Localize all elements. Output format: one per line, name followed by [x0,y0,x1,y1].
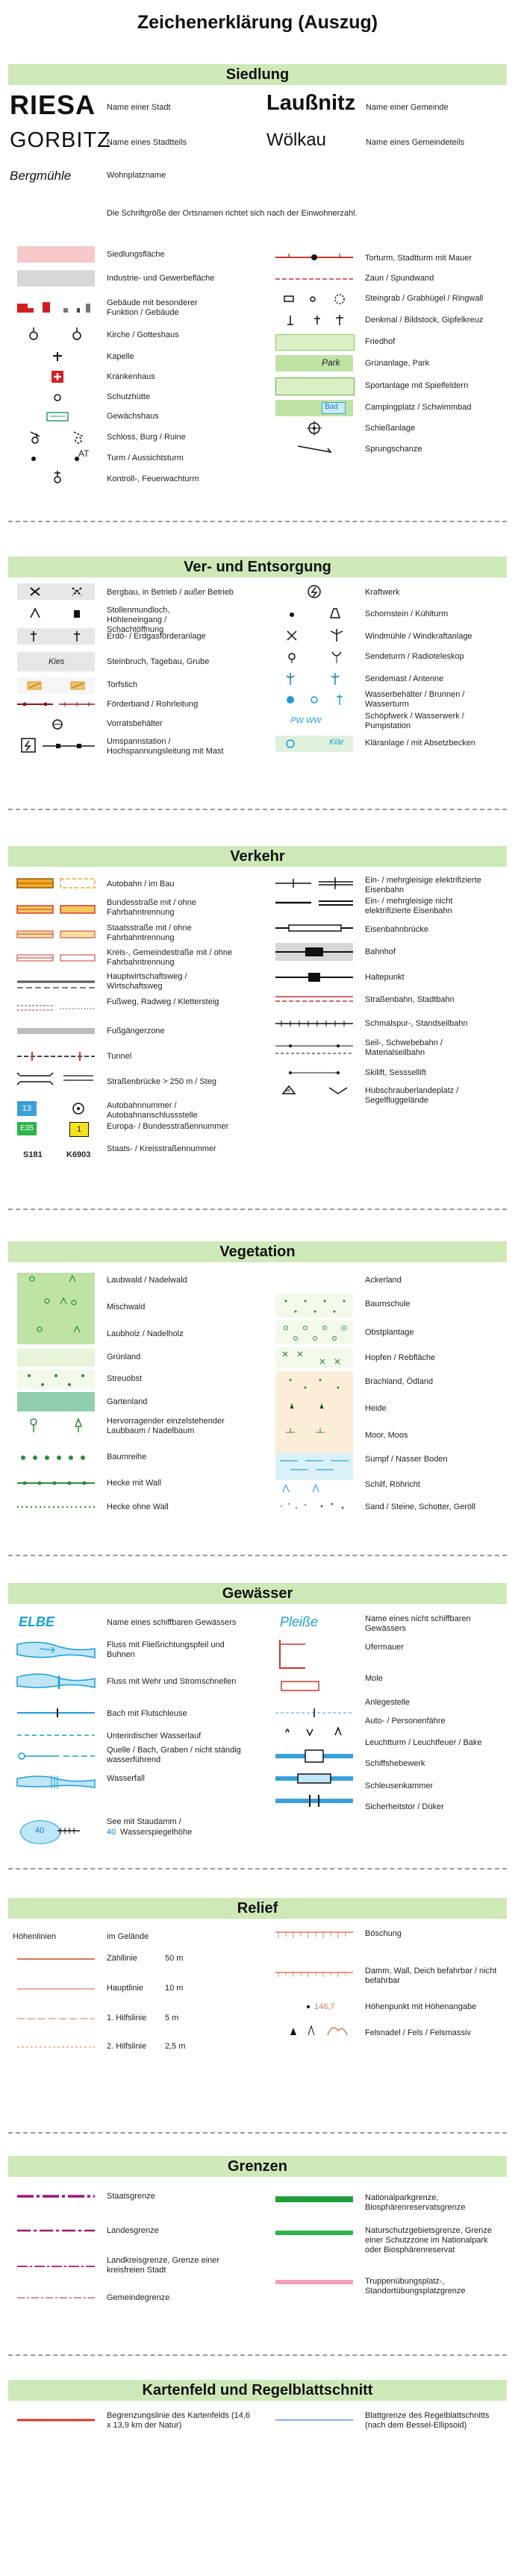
legend-page [8,3,507,2570]
substation-symbol [17,737,95,755]
ver-right-label-6: Schöpfwerk / Wasserwerk / Pumpstation [365,712,464,730]
siedlung-label-3: Kirche / Gotteshaus [107,330,179,339]
section-divider [8,2354,507,2356]
gewaesser-label-1: Fluss mit Wehr und Stromschnellen [107,1677,237,1686]
siedlung-label-10: Kontroll-, Feuerwachturm [107,474,199,483]
section-header-verkehr: Verkehr [8,846,507,867]
nursery-symbols [275,1294,353,1317]
ver-label-4: Torfstich [107,680,137,689]
arable-swatch [275,1273,353,1291]
veg-label-3: Grünland [107,1353,141,1361]
windmill-icon [275,628,353,643]
siedlung-label-8: Schloss, Burg / Ruine [107,433,186,442]
contour-line-symbols [17,1955,99,2059]
siedlung-label-9: Turm / Aussichtsturm [107,454,184,463]
roads-symbols [17,877,99,1124]
cemetery-swatch [275,334,355,351]
greenhouse-icon [17,411,95,422]
state-road-number: S181 [23,1150,43,1159]
pumping-label-sample: PW WW [290,716,322,725]
contour-row-1-name: Hauptlinie [107,1984,143,1993]
ver-label-3: Steinbruch, Tagebau, Grube [107,657,210,666]
gewaesser-label-6: See mit Staudamm / [107,1817,181,1826]
oil-well-icon [17,628,95,645]
section-header-vegetation: Vegetation [8,1241,507,1262]
verkehr-label-8: Straßenbrücke > 250 m / Steg [107,1077,217,1086]
boundary-label-2: Landkreisgrenze, Grenze einer kreisfreien Stadt [107,2256,220,2275]
siedlung-right-label-9: Sprungschanze [365,445,422,454]
city-name-sample: RIESA [10,90,96,120]
section-header-relief: Relief [8,1898,507,1919]
gewaesser-right-label-7: Sicherheitstor / Düker [365,1802,444,1811]
swamp-symbols [275,1453,353,1483]
section-header-grenzen: Grenzen [8,2156,507,2177]
verkehr-label-4: Hauptwirtschaftsweg / Wirtschaftsweg [107,972,187,991]
gewaesser-right-label-1: Mole [365,1674,383,1683]
contour-row-2-name: 1. Hilfslinie [107,2014,147,2022]
siedlung-right-label-4: Friedhof [365,337,396,346]
gewaesser-right-label-2: Anlegestelle [365,1698,410,1707]
veg-right-label-3: Hopfen / Rebfläche [365,1353,436,1362]
verkehr-right-label-9: Hubschrauberlandeplatz / Segelfluggelände [365,1086,459,1105]
water-tank-icon [275,692,353,707]
building-symbols [17,299,95,314]
sports-field-swatch [275,377,355,395]
siedlung-right-label-6: Sportanlage mit Spielfeldern [365,381,469,390]
siedlung-label-5: Krankenhaus [107,372,155,381]
ski-jump-icon [275,445,353,454]
verkehr-right-label-5: Straßenbahn, Stadtbahn [365,995,455,1004]
veg-label-4: Streuobst [107,1374,143,1383]
section-divider [8,1868,507,1870]
contour-row-3-val: 2,5 m [165,2042,186,2051]
boundary-label-0: Staatsgrenze [107,2192,155,2201]
map-field-border-label: Begrenzungslinie des Kartenfelds (14,6 x 13,9 km der Natur) [107,2411,251,2430]
grassland-swatch [17,1349,95,1367]
boundary-symbols [17,2192,99,2311]
veg-label-5: Gartenland [107,1397,148,1406]
sheet-boundary-label: Blattgrenze des Regelblattschnitts (nach dem Bessel-Ellipsoid) [365,2411,490,2430]
verkehr-label-11: Staats- / Kreisstraßennummer [107,1144,216,1153]
siedlung-label-7: Gewächshaus [107,412,159,421]
forest-tree-symbols [17,1273,95,1344]
siedlung-right-label-7: Campingplatz / Schwimmbad [365,403,472,412]
ver-label-6: Vorratsbehälter [107,719,163,728]
municipality-name-sample: Laußnitz [266,91,356,115]
ver-right-label-4: Sendemast / Antenne [365,674,444,683]
verkehr-right-label-3: Bahnhof [365,947,396,956]
motorway-number-badge: 13 [17,1101,37,1116]
contour-row-3-name: 2. Hilfslinie [107,2042,147,2051]
verkehr-label-5: Fußweg, Radweg / Klettersteig [107,997,219,1006]
park-label-sample: Park [322,357,340,368]
verkehr-right-label-4: Haltepunkt [365,973,405,982]
veg-label-9: Hecke ohne Wall [107,1502,169,1511]
contour-lines-heading: Höhenlinien [13,1932,57,1941]
relief-right-label-0: Böschung [365,1929,402,1938]
verkehr-right-label-1: Ein- / mehrgleisige nicht elektrifizierte Eisenbahn [365,897,453,915]
section-header-gewaesser: Gewässer [8,1583,507,1604]
section-divider [8,1555,507,1556]
verkehr-label-10: Europa- / Bundesstraßennummer [107,1122,229,1131]
section-divider [8,809,507,810]
veg-label-1: Mischwald [107,1303,146,1311]
boundary-right-label-2: Truppenübungsplatz-, Standortübungsplatzgrenze [365,2277,466,2295]
page-title: Zeichenerklärung (Auszug) [137,12,378,33]
section-header-siedlung: Siedlung [8,64,507,85]
watchtower-icon [17,471,95,484]
municipality-part-sample: Wölkau [266,130,327,150]
veg-right-label-9: Sand / Steine, Schotter, Geröll [365,1502,475,1511]
siedlung-label-2: Gebäude mit besonderer Funktion / Gebäude [107,298,198,317]
gewaesser-label-7: Wasserspiegelhöhe [120,1828,193,1837]
settlement-area-swatch [17,246,95,263]
section-header-kartenfeld: Kartenfeld und Regelblattschnitt [8,2380,507,2401]
section-divider [8,2132,507,2134]
boundary-label-3: Gemeindegrenze [107,2293,170,2302]
siedlung-right-label-2: Steingrab / Grabhügel / Ringwall [365,294,484,303]
map-field-border-symbol [17,2414,99,2429]
gewaesser-right-label-6: Schleusenkammer [365,1781,434,1790]
gewaesser-label-4: Quelle / Bach, Graben / nicht ständig wasserführend [107,1746,241,1764]
veg-label-0: Laubwald / Nadelwald [107,1276,187,1285]
relief-right-label-1: Damm, Wall, Deich befahrbar / nicht befahrbar [365,1967,497,1985]
veg-right-label-4: Brachland, Ödland [365,1377,434,1386]
chimney-icon [275,606,353,621]
veg-right-label-2: Obstplantage [365,1328,414,1337]
spot-height-sample: 148,7 [314,2002,335,2011]
place-name-sample: Bergmühle [10,169,72,183]
veg-label-7: Baumreihe [107,1452,147,1461]
verkehr-right-label-7: Seil-, Schwebebahn / Materialseilbahn [365,1038,443,1057]
siedlung-right-label-0: Torturm, Stadtturm mit Mauer [365,254,472,263]
ver-right-label-1: Schornstein / Kühlturm [365,609,449,618]
park-swatch [275,355,353,372]
verkehr-right-label-6: Schmalspur-, Standseilbahn [365,1019,468,1028]
district-name-sample: GORBITZ [10,128,111,152]
stone-grave-symbol [275,292,353,304]
veg-right-label-1: Baumschule [365,1300,411,1309]
sheet-boundary-symbol [275,2414,358,2429]
veg-label-2: Laubholz / Nadelholz [107,1329,184,1338]
veg-label-8: Hecke mit Wall [107,1479,161,1488]
veg-right-label-5: Heide [365,1404,387,1413]
gewaesser-right-label-5: Schiffshebewerk [365,1759,425,1768]
section-divider [8,521,507,522]
verkehr-label-2: Staatsstraße mit / ohne Fahrbahntrennung [107,924,192,942]
verkehr-label-1: Bundesstraße mit / ohne Fahrbahntrennung [107,898,196,917]
siedlung-label-1: Industrie- und Gewerbefläche [107,274,215,283]
hedge-without-wall [17,1502,95,1512]
chapel-icon [17,351,95,363]
shelter-hut-icon [17,392,95,403]
terrain-heading: im Gelände [107,1932,149,1941]
boundary-label-1: Landesgrenze [107,2226,159,2235]
verkehr-right-label-8: Skilift, Sesssellift [365,1068,426,1077]
garden-swatch [17,1392,95,1411]
transmitter-tower-icon [275,649,353,664]
hospital-icon [17,370,95,383]
veg-right-label-8: Schilf, Röhricht [365,1480,420,1489]
siedlung-label-4: Kapelle [107,352,134,361]
section-header-ver: Ver- und Entsorgung [8,557,507,577]
district-name-label: Name eines Stadtteils [107,138,187,147]
federal-road-badge: 1 [69,1122,89,1137]
ver-right-label-7: Kläranlage / mit Absetzbecken [365,739,475,748]
section-divider [8,1209,507,1210]
nonnavigable-water-label: Name eines nicht schiffbaren Gewässers [365,1614,471,1633]
conveyor-belt-symbol [17,698,95,710]
european-road-badge: E35 [17,1122,37,1135]
shooting-range-icon [275,421,353,436]
settling-tank-icon [283,736,305,752]
gewaesser-right-label-4: Leuchtturm / Leuchtfeuer / Bake [365,1738,482,1747]
siedlung-right-label-5: Grünanlage, Park [365,359,430,368]
ver-label-5: Förderband / Rohrleitung [107,700,199,709]
siedlung-right-label-3: Denkmal / Bildstock, Gipfelkreuz [365,316,484,325]
gate-tower-wall-symbol [275,251,353,263]
observation-tower-label: AT [78,448,90,459]
siedlung-label-0: Siedlungsfläche [107,250,165,259]
municipality-name-label: Name einer Gemeinde [366,103,449,112]
scattered-fruit-trees [17,1370,95,1389]
mining-icon [17,583,95,600]
boundary-right-label-0: Nationalparkgrenze, Biosphärenreservatsgrenze [365,2193,466,2212]
industrial-area-swatch [17,270,95,286]
siedlung-right-label-8: Schießanlage [365,424,416,433]
nonnavigable-water-name-sample: Pleiße [280,1614,319,1629]
ver-label-1: Stollenmundloch, Höhleneingang / Schachtöffnung [107,606,170,634]
ver-label-2: Erdö- / Erdgasförderanlage [107,632,206,641]
fence-symbol [275,274,353,284]
ver-right-label-3: Sendeturm / Radioteleskop [365,652,464,661]
navigable-water-label: Name eines schiffbaren Gewässers [107,1618,237,1627]
verkehr-label-3: Kreis-, Gemeindestraße mit / ohne Fahrbahntrennung [107,948,233,967]
castle-icon [17,430,95,444]
bad-label-sample: Bad [325,403,338,411]
navigable-water-name-sample: ELBE [19,1614,55,1629]
verkehr-right-label-0: Ein- / mehrgleisige elektrifizierte Eisenbahn [365,876,481,894]
boundary-right-label-1: Naturschutzgebietsgrenze, Grenze einer Schutzzone im Nationalpark oder Biosphärenreservat [365,2226,492,2254]
klaer-label-sample: Klär [329,738,344,747]
municipality-part-label: Name eines Gemeindeteils [366,138,465,147]
dam-symbol [57,1823,87,1838]
verkehr-label-6: Fußgängerzone [107,1027,165,1035]
gewaesser-label-2: Bach mit Flutschleuse [107,1709,187,1718]
relief-right-label-2: Höhenpunkt mit Höhenangabe [365,2002,477,2011]
orchard-plantation-symbols [275,1320,353,1344]
tunnel-mouth-icon [17,606,95,621]
veg-right-label-0: Ackerland [365,1276,402,1285]
district-road-number: K6903 [66,1150,91,1159]
reed-symbols [275,1482,353,1495]
siedlung-right-label-1: Zaun / Spundwand [365,274,434,283]
kies-label-sample: Kies [49,657,65,666]
ver-right-label-2: Windmühle / Windkraftanlage [365,632,472,641]
tree-row-symbol [17,1452,95,1463]
storage-tank-icon [17,718,95,730]
water-level-value: 40 [107,1828,116,1837]
protected-area-boundary-symbols [275,2196,358,2316]
water-level-sample: 40 [35,1826,45,1835]
waterworks-symbols [275,1638,358,1832]
verkehr-label-9: Autobahnnummer / Autobahnanschlussstelle [107,1101,198,1120]
ver-label-0: Bergbau, in Betrieb / außer Betrieb [107,588,234,597]
antenna-icon [275,671,353,686]
gewaesser-label-3: Unterirdischer Wasserlauf [107,1732,202,1740]
city-name-label: Name einer Stadt [107,103,171,112]
peat-cutting-icon [17,677,95,694]
veg-right-label-7: Sumpf / Nasser Boden [365,1455,448,1464]
siedlung-label-6: Schutzhütte [107,392,151,401]
gewaesser-right-label-0: Ufermauer [365,1643,404,1652]
veg-right-label-6: Moor, Moos [365,1431,408,1440]
motorway-junction-icon [69,1101,92,1116]
svg-text:H: H [286,1088,290,1094]
waterway-symbols [17,1638,99,1817]
gewaesser-label-0: Fluss mit Fließrichtungspfeil und Buhnen [107,1640,225,1659]
monument-icon [275,313,353,327]
single-tree-icon [17,1416,95,1435]
verkehr-right-label-2: Eisenbahnbrücke [365,925,429,934]
contour-row-1-val: 10 m [165,1984,184,1993]
ver-right-label-5: Wasserbehälter / Brunnen / Wasserturm [365,690,465,709]
church-icon [17,328,95,341]
ver-label-7: Umspannstation / Hochspannungsleitung mit Mast [107,737,224,756]
place-name-label: Wohnplatzname [107,171,166,180]
gewaesser-right-label-3: Auto- / Personenfähre [365,1717,446,1726]
gewaesser-label-5: Wasserfall [107,1774,145,1783]
relief-symbols [275,1926,358,2061]
contour-row-2-val: 5 m [165,2014,179,2022]
ver-right-label-0: Kraftwerk [365,588,400,597]
verkehr-label-7: Tunnel [107,1052,132,1061]
verkehr-label-0: Autobahn / im Bau [107,880,175,889]
relief-right-label-3: Felsnadel / Fels / Felsmassiv [365,2028,471,2037]
sand-symbols [275,1501,353,1511]
name-size-note: Die Schriftgröße der Ortsnamen richtet sich nach der Einwohnerzahl. [107,209,358,218]
contour-row-0-name: Zähllinie [107,1954,137,1963]
railway-symbols [275,877,358,1138]
contour-row-0-val: 50 m [165,1954,184,1963]
power-plant-icon [275,583,353,600]
hops-vineyard-symbols [275,1347,353,1368]
hedge-with-wall [17,1478,95,1488]
veg-label-6: Hervorragender einzelstehender Laubbaum / Nadelbaum [107,1417,225,1435]
